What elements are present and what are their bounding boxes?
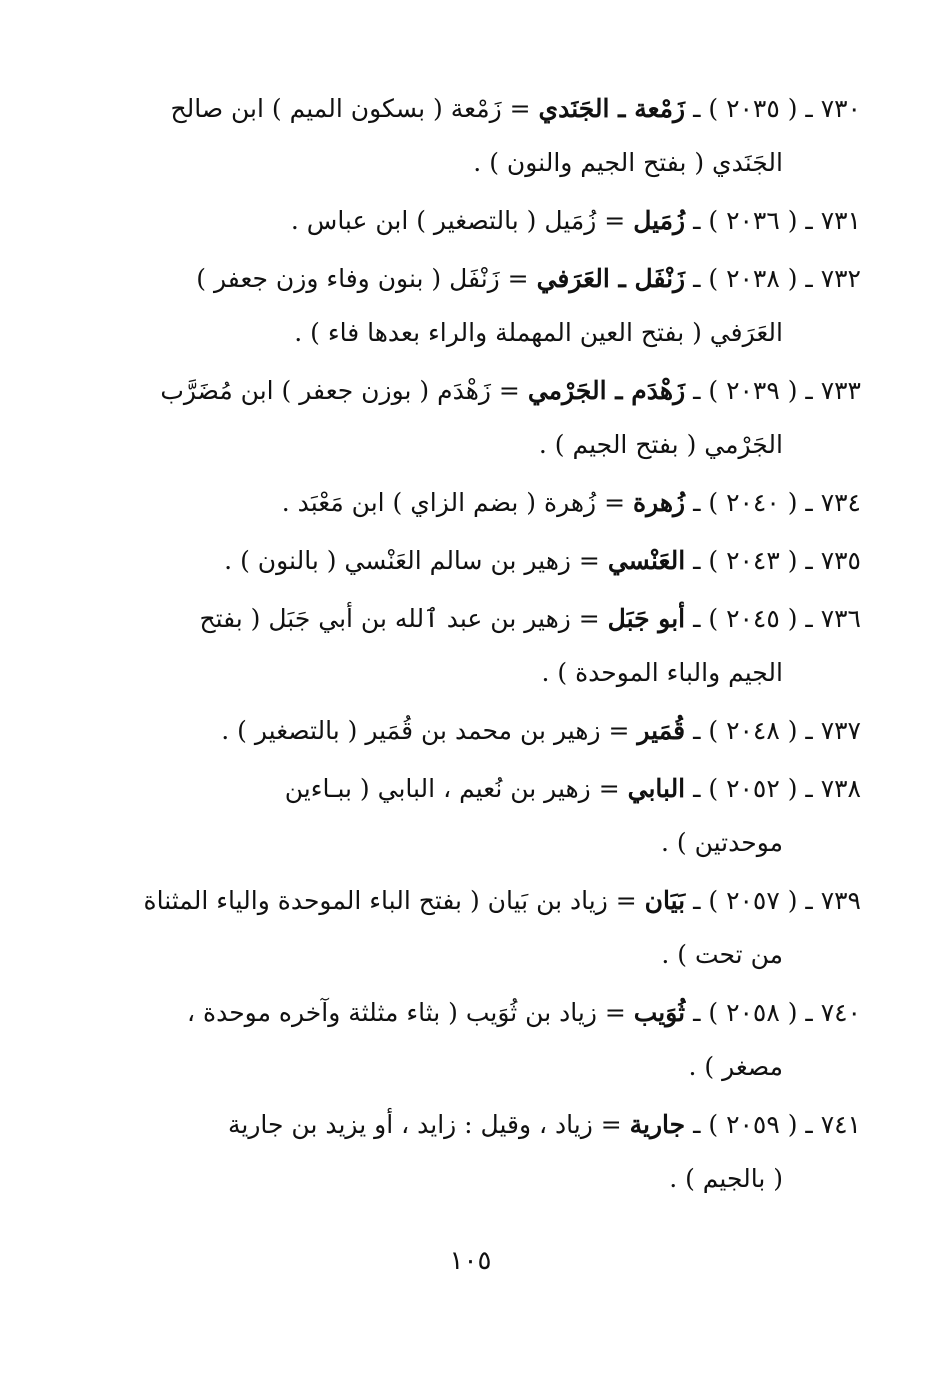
entry-first-line: ٧٣٧ ـ ( ٢٠٤٨ ) ـ قُمَير = زهير بن محمد بن قُمَير ( بالتصغير ) . xyxy=(221,716,861,745)
entry-number: ٧٣١ xyxy=(820,206,861,235)
entry-first-line: ٧٣٢ ـ ( ٢٠٣٨ ) ـ زَنْفَل ـ العَرَفي = زَنْفَل ( بنون وفاء وزن جعفر ) xyxy=(196,264,861,293)
entry-text: = زَهْدَم ( بوزن جعفر ) ابن مُضَرَّب xyxy=(160,376,520,405)
entry-732 xyxy=(106,252,861,360)
entry-number: ٧٤١ xyxy=(820,1110,861,1139)
entry-740 xyxy=(106,986,861,1094)
entry-reference: ( ٢٠٣٦ ) xyxy=(708,206,798,235)
entry-first-line: ٧٣٨ ـ ( ٢٠٥٢ ) ـ البابي = زهير بن نُعيم ، البابي ( ببـاءين xyxy=(284,774,861,803)
entry-text: = زهير بن محمد بن قُمَير ( بالتصغير ) . xyxy=(221,716,630,745)
entry-text: = زُمَيل ( بالتصغير ) ابن عباس . xyxy=(290,206,626,235)
entry-number: ٧٣٨ xyxy=(820,774,861,803)
entry-number: ٧٣٠ xyxy=(820,94,861,123)
entry-735 xyxy=(106,534,861,588)
page-number: ١٠٥ xyxy=(449,1246,492,1276)
entry-continuation: من تحت ) . xyxy=(661,940,783,969)
entry-headword: ثُوَيب xyxy=(633,998,686,1027)
entry-number: ٧٤٠ xyxy=(820,998,861,1027)
entry-first-line: ٧٣٥ ـ ( ٢٠٤٣ ) ـ العَنْسي = زهير بن سالم العَنْسي ( بالنون ) . xyxy=(224,546,861,575)
entry-731 xyxy=(106,194,861,248)
entry-text: = زُهرة ( بضم الزاي ) ابن مَعْبَد . xyxy=(281,488,626,517)
entry-741 xyxy=(106,1098,861,1206)
entry-continuation: ( بالجيم ) . xyxy=(669,1164,783,1193)
entry-headword: بَيَان xyxy=(644,886,686,915)
entry-headword: قُمَير xyxy=(637,716,686,745)
entry-reference: ( ٢٠٥٩ ) xyxy=(708,1110,798,1139)
entry-first-line: ٧٣٩ ـ ( ٢٠٥٧ ) ـ بَيَان = زياد بن بَيان ( بفتح الباء الموحدة والياء المثناة xyxy=(143,886,861,915)
entry-reference: ( ٢٠٥٧ ) xyxy=(708,886,798,915)
entry-continuation: الجَنَدي ( بفتح الجيم والنون ) . xyxy=(473,148,783,177)
entry-reference: ( ٢٠٥٨ ) xyxy=(708,998,798,1027)
entry-number: ٧٣٣ xyxy=(820,376,861,405)
entry-headword: زَنْفَل ـ العَرَفي xyxy=(536,264,686,293)
entry-first-line: ٧٣٦ ـ ( ٢٠٤٥ ) ـ أبو جَبَل = زهير بن عبد ٱلله بن أبي جَبَل ( بفتح xyxy=(199,604,861,633)
entry-reference: ( ٢٠٤٠ ) xyxy=(708,488,798,517)
entry-739 xyxy=(106,874,861,982)
entry-continuation: الجيم والباء الموحدة ) . xyxy=(541,658,783,687)
entry-number: ٧٣٩ xyxy=(820,886,861,915)
entry-text: = زياد ، وقيل : زايد ، أو يزيد بن جارية xyxy=(227,1110,622,1139)
entry-738 xyxy=(106,762,861,870)
entry-first-line: ٧٣٤ ـ ( ٢٠٤٠ ) ـ زُهرة = زُهرة ( بضم الزاي ) ابن مَعْبَد . xyxy=(281,488,861,517)
entry-text: = زَمْعة ( بسكون الميم ) ابن صالح xyxy=(170,94,531,123)
entry-headword: جارية xyxy=(629,1110,686,1139)
entry-number: ٧٣٧ xyxy=(820,716,861,745)
entry-reference: ( ٢٠٣٥ ) xyxy=(708,94,798,123)
entry-reference: ( ٢٠٥٢ ) xyxy=(708,774,798,803)
entry-text: = زياد بن بَيان ( بفتح الباء الموحدة والياء المثناة xyxy=(143,886,637,915)
entry-number: ٧٣٦ xyxy=(820,604,861,633)
entry-headword: زَهْدَم ـ الجَرْمي xyxy=(527,376,686,405)
entry-reference: ( ٢٠٤٥ ) xyxy=(708,604,798,633)
entry-continuation: العَرَفي ( بفتح العين المهملة والراء بعدها فاء ) . xyxy=(294,318,783,347)
entry-headword: زَمْعة ـ الجَنَدي xyxy=(538,94,686,123)
entry-number: ٧٣٢ xyxy=(820,264,861,293)
entry-first-line: ٧٣٠ ـ ( ٢٠٣٥ ) ـ زَمْعة ـ الجَنَدي = زَمْعة ( بسكون الميم ) ابن صالح xyxy=(170,94,861,123)
entry-first-line: ٧٣٣ ـ ( ٢٠٣٩ ) ـ زَهْدَم ـ الجَرْمي = زَهْدَم ( بوزن جعفر ) ابن مُضَرَّب xyxy=(160,376,861,405)
entry-continuation: مصغر ) . xyxy=(688,1052,783,1081)
entry-730 xyxy=(106,82,861,190)
entry-736 xyxy=(106,592,861,700)
entry-headword: زُمَيل xyxy=(633,206,686,235)
entry-headword: العَنْسي xyxy=(607,546,686,575)
entry-number: ٧٣٥ xyxy=(820,546,861,575)
entry-text: = زهير بن نُعيم ، البابي ( ببـاءين xyxy=(284,774,620,803)
entry-first-line: ٧٤٠ ـ ( ٢٠٥٨ ) ـ ثُوَيب = زياد بن ثُوَيب ( بثاء مثلثة وآخره موحدة ، xyxy=(186,998,861,1027)
entry-continuation: الجَرْمي ( بفتح الجيم ) . xyxy=(538,430,783,459)
entry-number: ٧٣٤ xyxy=(820,488,861,517)
entry-737 xyxy=(106,704,861,758)
entry-reference: ( ٢٠٣٩ ) xyxy=(708,376,798,405)
entry-text: = زهير بن عبد ٱلله بن أبي جَبَل ( بفتح xyxy=(199,604,600,633)
entry-first-line: ٧٤١ ـ ( ٢٠٥٩ ) ـ جارية = زياد ، وقيل : زايد ، أو يزيد بن جارية xyxy=(227,1110,861,1139)
entry-reference: ( ٢٠٤٣ ) xyxy=(708,546,798,575)
entry-text: = زَنْفَل ( بنون وفاء وزن جعفر ) xyxy=(196,264,529,293)
entry-first-line: ٧٣١ ـ ( ٢٠٣٦ ) ـ زُمَيل = زُمَيل ( بالتصغير ) ابن عباس . xyxy=(290,206,861,235)
entry-headword: البابي xyxy=(627,774,686,803)
entry-text: = زياد بن ثُوَيب ( بثاء مثلثة وآخره موحدة ، xyxy=(186,998,626,1027)
entry-reference: ( ٢٠٣٨ ) xyxy=(708,264,798,293)
entry-734 xyxy=(106,476,861,530)
entry-reference: ( ٢٠٤٨ ) xyxy=(708,716,798,745)
entry-headword: زُهرة xyxy=(632,488,686,517)
entry-continuation: موحدتين ) . xyxy=(660,828,783,857)
entry-headword: أبو جَبَل xyxy=(607,604,686,633)
entry-text: = زهير بن سالم العَنْسي ( بالنون ) . xyxy=(224,546,600,575)
entry-733 xyxy=(106,364,861,472)
